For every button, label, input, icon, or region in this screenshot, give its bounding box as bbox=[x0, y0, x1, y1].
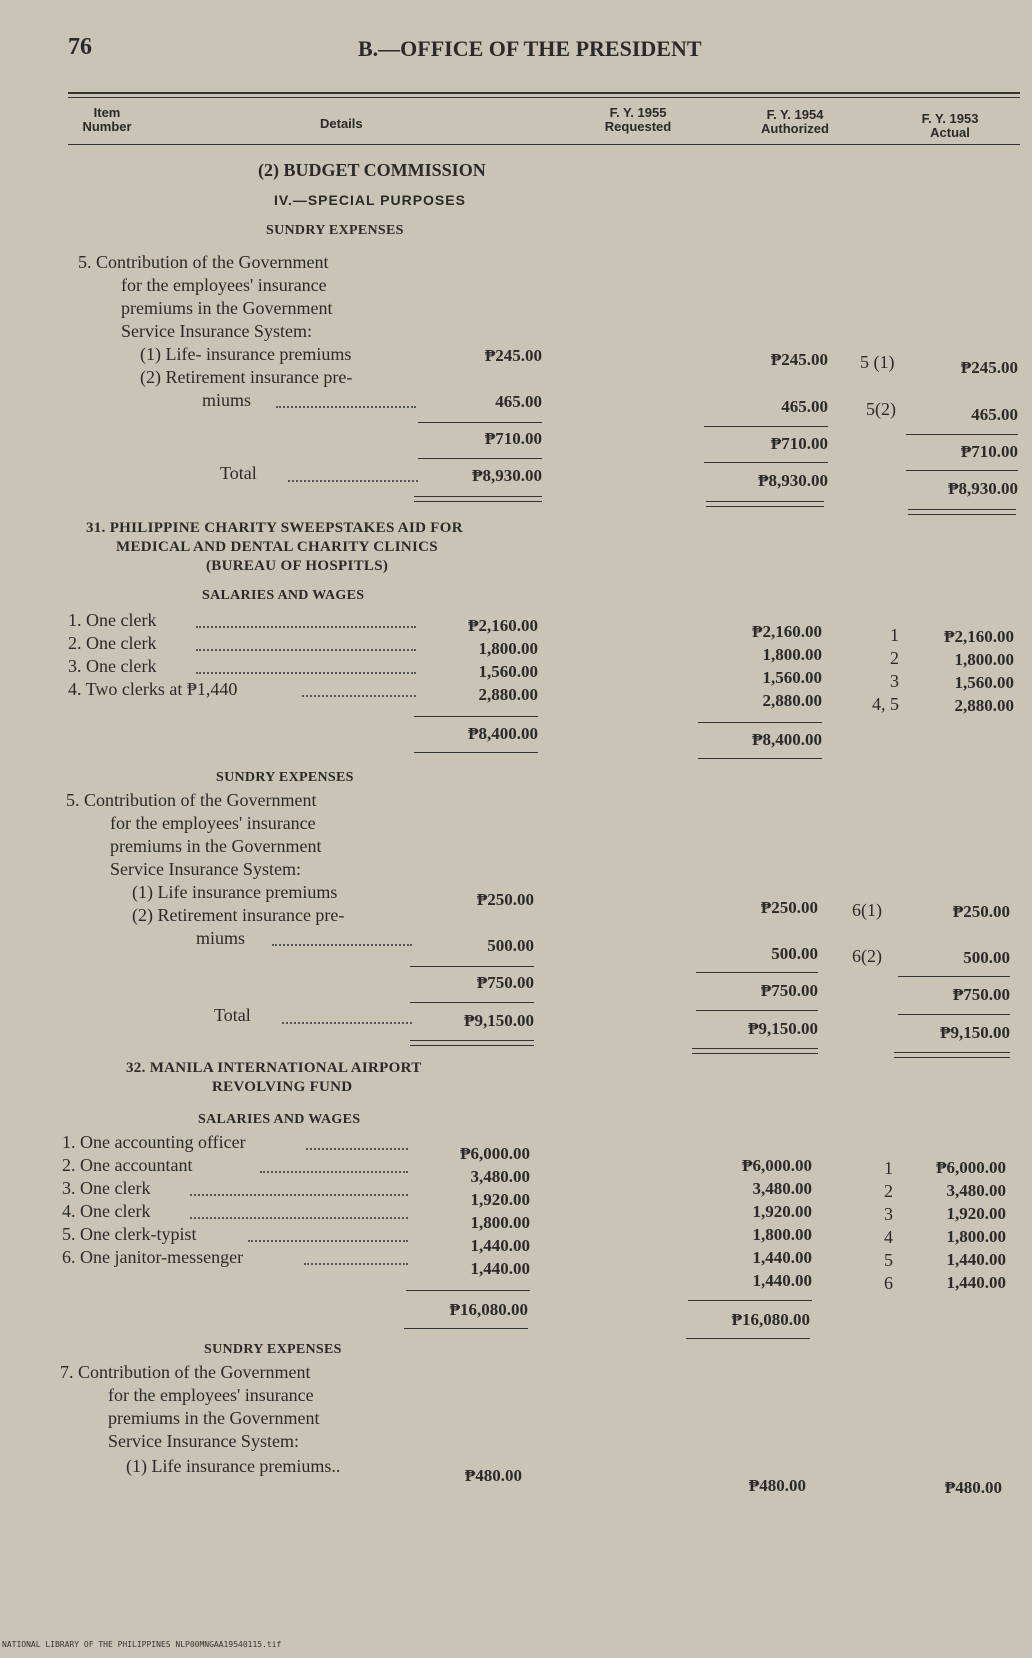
item-text: Service Insurance System: bbox=[121, 321, 312, 341]
value-1954: ₱6,000.00 bbox=[742, 1156, 812, 1175]
item-text: for the employees' insurance bbox=[121, 275, 327, 295]
total-double-rule bbox=[706, 501, 824, 507]
value-1953: 1,800.00 bbox=[954, 650, 1014, 669]
ref-1953: 3 bbox=[890, 671, 899, 691]
value-1955: ₱2,160.00 bbox=[468, 616, 538, 635]
value-1954: 1,920.00 bbox=[752, 1202, 812, 1221]
total-1955: ₱9,150.00 bbox=[464, 1011, 534, 1030]
subtotal-1954: ₱8,400.00 bbox=[752, 730, 822, 749]
ref-1953: 1 bbox=[890, 625, 899, 645]
subtotal-rule bbox=[698, 722, 822, 723]
column-details: Details bbox=[320, 116, 363, 131]
value-1955: 1,920.00 bbox=[470, 1190, 530, 1209]
subtotal-rule bbox=[704, 426, 828, 427]
column-item-number: Item Number bbox=[82, 105, 132, 134]
total-double-rule bbox=[692, 1048, 818, 1054]
ref-1953: 6(2) bbox=[852, 946, 882, 966]
row-label: 4. Two clerks at ₱1,440 bbox=[68, 679, 238, 699]
item-text: 7. Contribution of the Government bbox=[60, 1362, 311, 1382]
subtotal-rule bbox=[698, 758, 822, 759]
row-label: 2. One accountant bbox=[62, 1155, 193, 1175]
section-heading: (2) BUDGET COMMISSION bbox=[258, 160, 486, 180]
leader-dots bbox=[196, 626, 416, 628]
column-fy1953: F. Y. 1953 Actual bbox=[921, 111, 979, 140]
value-1954: 3,480.00 bbox=[752, 1179, 812, 1198]
total-1954: ₱9,150.00 bbox=[748, 1019, 818, 1038]
subtotal-1955: ₱750.00 bbox=[476, 973, 534, 992]
header-rule-top bbox=[68, 92, 1020, 94]
item-text: 5. Contribution of the Government bbox=[66, 790, 317, 810]
subtotal-1953: ₱710.00 bbox=[960, 442, 1018, 461]
value-1954: 1,800.00 bbox=[752, 1225, 812, 1244]
total-rule bbox=[410, 1002, 534, 1003]
subtotal-1955: ₱8,400.00 bbox=[468, 724, 538, 743]
subtotal-rule bbox=[414, 752, 538, 753]
item-text: (2) Retirement insurance pre- bbox=[132, 905, 345, 925]
total-1955: ₱8,930.00 bbox=[472, 466, 542, 485]
ref-1953: 5 bbox=[884, 1250, 893, 1270]
sundry-heading: SUNDRY EXPENSES bbox=[216, 770, 354, 785]
subtotal-rule bbox=[688, 1300, 812, 1301]
value-1953: ₱480.00 bbox=[944, 1478, 1002, 1497]
value-1954: ₱250.00 bbox=[760, 898, 818, 917]
value-1955: 2,880.00 bbox=[478, 685, 538, 704]
item-text: premiums in the Government bbox=[110, 836, 322, 856]
leader-dots bbox=[196, 649, 416, 651]
ref-1953: 5 (1) bbox=[860, 352, 895, 372]
value-1953: 500.00 bbox=[963, 948, 1010, 967]
leader-dots bbox=[190, 1217, 408, 1219]
value-1953: 1,920.00 bbox=[946, 1204, 1006, 1223]
header-rule-bottom bbox=[68, 144, 1020, 145]
ref-1953: 2 bbox=[890, 648, 899, 668]
value-1954: 1,440.00 bbox=[752, 1248, 812, 1267]
row-label: 5. One clerk-typist bbox=[62, 1224, 197, 1244]
item-text: for the employees' insurance bbox=[108, 1385, 314, 1405]
ref-1953: 3 bbox=[884, 1204, 893, 1224]
leader-dots bbox=[196, 672, 416, 674]
leader-dots bbox=[276, 406, 416, 408]
subtotal-1955: ₱710.00 bbox=[484, 429, 542, 448]
value-1954: ₱245.00 bbox=[770, 350, 828, 369]
section-subheading: IV.—SPECIAL PURPOSES bbox=[274, 192, 466, 208]
subtotal-rule bbox=[906, 434, 1018, 435]
item-text: (2) Retirement insurance pre- bbox=[140, 367, 353, 387]
section-heading: MEDICAL AND DENTAL CHARITY CLINICS bbox=[116, 539, 438, 555]
value-1955: 1,440.00 bbox=[470, 1259, 530, 1278]
row-label: 3. One clerk bbox=[62, 1178, 151, 1198]
subtotal-1954: ₱710.00 bbox=[770, 434, 828, 453]
total-1954: ₱8,930.00 bbox=[758, 471, 828, 490]
section-heading: 32. MANILA INTERNATIONAL AIRPORT bbox=[126, 1060, 422, 1076]
subtotal-rule bbox=[404, 1328, 528, 1329]
section-heading: (BUREAU OF HOSPITLS) bbox=[206, 558, 389, 574]
total-label: Total bbox=[220, 463, 257, 483]
item-text: premiums in the Government bbox=[108, 1408, 320, 1428]
subtotal-1954: ₱750.00 bbox=[760, 981, 818, 1000]
value-1953: ₱245.00 bbox=[960, 358, 1018, 377]
row-label: 2. One clerk bbox=[68, 633, 157, 653]
value-1954: 1,560.00 bbox=[762, 668, 822, 687]
ref-1953: 5(2) bbox=[866, 399, 896, 419]
item-text: Service Insurance System: bbox=[108, 1431, 299, 1451]
item-text: 5. Contribution of the Government bbox=[78, 252, 329, 272]
subtotal-rule bbox=[414, 716, 538, 717]
column-fy1954: F. Y. 1954 Authorized bbox=[761, 107, 829, 136]
total-rule bbox=[704, 462, 828, 463]
value-1955: 465.00 bbox=[495, 392, 542, 411]
leader-dots bbox=[260, 1171, 408, 1173]
value-1955: 1,560.00 bbox=[478, 662, 538, 681]
value-1953: ₱6,000.00 bbox=[936, 1158, 1006, 1177]
value-1953: 1,440.00 bbox=[946, 1273, 1006, 1292]
row-label: 3. One clerk bbox=[68, 656, 157, 676]
value-1955: ₱245.00 bbox=[484, 346, 542, 365]
ref-1953: 1 bbox=[884, 1158, 893, 1178]
item-text: miums bbox=[196, 928, 246, 948]
leader-dots bbox=[190, 1194, 408, 1196]
value-1953: ₱2,160.00 bbox=[944, 627, 1014, 646]
total-double-rule bbox=[908, 509, 1016, 515]
value-1954: 500.00 bbox=[771, 944, 818, 963]
subtotal-rule bbox=[406, 1290, 530, 1291]
section-heading: REVOLVING FUND bbox=[212, 1079, 353, 1095]
leader-dots bbox=[288, 480, 418, 482]
salaries-heading: SALARIES AND WAGES bbox=[202, 588, 365, 603]
item-text: for the employees' insurance bbox=[110, 813, 316, 833]
value-1953: 1,560.00 bbox=[954, 673, 1014, 692]
value-1955: 3,480.00 bbox=[470, 1167, 530, 1186]
value-1955: 500.00 bbox=[487, 936, 534, 955]
value-1955: 1,800.00 bbox=[478, 639, 538, 658]
ref-1953: 6(1) bbox=[852, 900, 882, 920]
subtotal-1953: ₱750.00 bbox=[952, 985, 1010, 1004]
value-1954: 2,880.00 bbox=[762, 691, 822, 710]
page-title: B.—OFFICE OF THE PRESIDENT bbox=[358, 36, 702, 61]
sundry-heading: SUNDRY EXPENSES bbox=[204, 1342, 342, 1357]
value-1954: 465.00 bbox=[781, 397, 828, 416]
header-rule-top2 bbox=[68, 97, 1020, 98]
subtotal-1955: ₱16,080.00 bbox=[449, 1300, 528, 1319]
row-label: 4. One clerk bbox=[62, 1201, 151, 1221]
value-1955: ₱250.00 bbox=[476, 890, 534, 909]
value-1953: 465.00 bbox=[971, 405, 1018, 424]
ref-1953: 2 bbox=[884, 1181, 893, 1201]
total-double-rule bbox=[414, 496, 542, 502]
total-double-rule bbox=[894, 1052, 1010, 1058]
value-1953: 1,800.00 bbox=[946, 1227, 1006, 1246]
row-label: 1. One clerk bbox=[68, 610, 157, 630]
row-label: 6. One janitor-messenger bbox=[62, 1247, 244, 1267]
value-1955: 1,440.00 bbox=[470, 1236, 530, 1255]
subtotal-1954: ₱16,080.00 bbox=[731, 1310, 810, 1329]
subtotal-rule bbox=[898, 976, 1010, 977]
subtotal-rule bbox=[418, 422, 542, 423]
value-1955: ₱480.00 bbox=[464, 1466, 522, 1485]
ref-1953: 4 bbox=[884, 1227, 893, 1247]
total-double-rule bbox=[410, 1040, 534, 1046]
row-label: 1. One accounting officer bbox=[62, 1132, 246, 1152]
subtotal-rule bbox=[696, 972, 818, 973]
subtotal-rule bbox=[410, 966, 534, 967]
item-text: (1) Life- insurance premiums bbox=[140, 344, 352, 364]
value-1953: 3,480.00 bbox=[946, 1181, 1006, 1200]
sundry-heading: SUNDRY EXPENSES bbox=[266, 223, 404, 238]
value-1954: 1,800.00 bbox=[762, 645, 822, 664]
item-text: (1) Life insurance premiums bbox=[132, 882, 338, 902]
column-fy1955: F. Y. 1955 Requested bbox=[604, 105, 672, 134]
ref-1953: 4, 5 bbox=[872, 694, 899, 714]
value-1954: 1,440.00 bbox=[752, 1271, 812, 1290]
ref-1953: 6 bbox=[884, 1273, 893, 1293]
total-rule bbox=[418, 458, 542, 459]
item-text: Service Insurance System: bbox=[110, 859, 301, 879]
total-rule bbox=[696, 1010, 818, 1011]
subtotal-rule bbox=[686, 1338, 810, 1339]
leader-dots bbox=[248, 1240, 408, 1242]
total-label: Total bbox=[214, 1005, 251, 1025]
item-text: (1) Life insurance premiums.. bbox=[126, 1456, 341, 1476]
value-1953: 2,880.00 bbox=[954, 696, 1014, 715]
item-text: premiums in the Government bbox=[121, 298, 333, 318]
value-1955: 1,800.00 bbox=[470, 1213, 530, 1232]
value-1954: ₱2,160.00 bbox=[752, 622, 822, 641]
item-text: miums bbox=[202, 390, 252, 410]
leader-dots bbox=[272, 944, 412, 946]
value-1953: 1,440.00 bbox=[946, 1250, 1006, 1269]
total-rule bbox=[906, 470, 1018, 471]
total-1953: ₱9,150.00 bbox=[940, 1023, 1010, 1042]
total-rule bbox=[898, 1014, 1010, 1015]
page-number: 76 bbox=[68, 34, 92, 60]
salaries-heading: SALARIES AND WAGES bbox=[198, 1112, 361, 1127]
value-1955: ₱6,000.00 bbox=[460, 1144, 530, 1163]
total-1953: ₱8,930.00 bbox=[948, 479, 1018, 498]
value-1954: ₱480.00 bbox=[748, 1476, 806, 1495]
value-1953: ₱250.00 bbox=[952, 902, 1010, 921]
archive-stamp: NATIONAL LIBRARY OF THE PHILIPPINES NLP00MNGAA19540115.tif bbox=[2, 1640, 282, 1649]
section-heading: 31. PHILIPPINE CHARITY SWEEPSTAKES AID FOR bbox=[86, 520, 463, 536]
